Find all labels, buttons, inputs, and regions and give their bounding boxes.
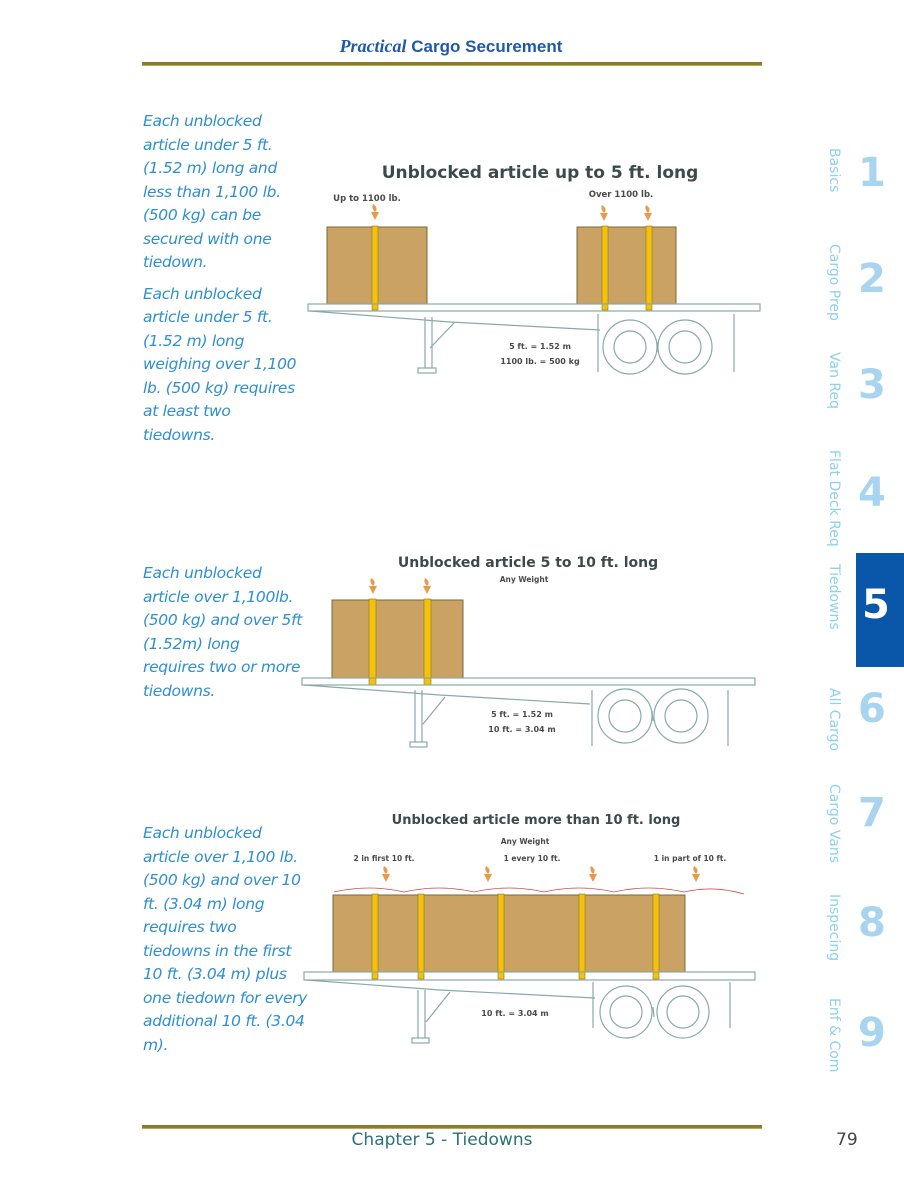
header-title-italic: Practical [339, 36, 407, 56]
section-3-text [143, 822, 308, 1057]
diagram-3-subtitle: Any Weight [500, 837, 550, 846]
diagram-1-label-light: Up to 1100 lb. [333, 194, 401, 204]
footer-chapter-title: Chapter 5 - Tiedowns [351, 1130, 533, 1150]
diagram-2-conversion-2: 10 ft. = 3.04 m [488, 725, 556, 734]
section-1-text [143, 110, 303, 447]
tiedown-strap [646, 226, 652, 310]
section-3-paragraph-1: Each unblocked article over 1,100 lb. (500 kg) and over 10 ft. (3.04 m) long requires two tiedowns in the first 10 ft. (3.04 m) plus one tiedown for every additional 10 ft. (3.04 m). [143, 824, 308, 1054]
diagram-2-conversion-1: 5 ft. = 1.52 m [491, 710, 553, 719]
tiedown-strap [653, 894, 659, 979]
chapter-tab-label: Cargo Prep [826, 244, 842, 321]
chapter-tab-number: 8 [858, 900, 886, 946]
tiedown-strap [498, 894, 504, 979]
header-rule [142, 62, 762, 66]
section-2-text [143, 562, 303, 703]
chapter-tab-label: Tiedowns [826, 564, 842, 630]
flatbed-trailer [304, 972, 755, 1043]
chapter-tab-label: Flat Deck Req [826, 450, 842, 547]
downward-arrow-icon [382, 866, 700, 882]
chapter-tab-label: Basics [826, 148, 842, 193]
chapter-tab-number: 1 [858, 150, 886, 196]
diagram-1-conversion-2: 1100 lb. = 500 kg [500, 357, 580, 366]
chapter-tab-label: Inspecing [826, 894, 842, 962]
diagram-5-to-10ft [300, 540, 770, 760]
tiedown-strap [418, 894, 424, 979]
tiedown-strap [372, 226, 378, 310]
tiedown-strap [369, 599, 376, 685]
chapter-tab-number: 3 [858, 362, 886, 408]
page-header-title [140, 36, 762, 57]
section-1-paragraph-2: Each unblocked article under 5 ft. (1.52 m) long weighing over 1,100 lb. (500 kg) requires at least two tiedowns. [143, 284, 297, 444]
diagram-2-subtitle: Any Weight [499, 575, 549, 584]
diagram-2-title: Unblocked article 5 to 10 ft. long [397, 555, 659, 571]
cargo-box [332, 600, 463, 678]
chapter-tab-label: All Cargo [826, 688, 842, 752]
diagram-3-label-part: 1 in part of 10 ft. [653, 854, 727, 863]
wave-line [334, 888, 744, 894]
chapter-tab-number: 5 [862, 582, 890, 628]
diagram-1-label-heavy: Over 1100 lb. [588, 190, 654, 200]
diagram-3-title: Unblocked article more than 10 ft. long [391, 813, 681, 828]
cargo-box-long [333, 895, 685, 972]
footer-rule [142, 1125, 762, 1129]
chapter-tab-number: 2 [858, 256, 886, 302]
diagram-3-label-first: 2 in first 10 ft. [353, 854, 415, 863]
downward-arrow-icon [369, 578, 431, 594]
chapter-tab-number: 4 [858, 470, 886, 516]
chapter-tab-label: Cargo Vans [826, 784, 842, 864]
diagram-up-to-5ft [300, 150, 780, 390]
header-title-rest: Cargo Securement [406, 37, 563, 56]
tiedown-strap [372, 894, 378, 979]
chapter-tab-number: 9 [858, 1010, 886, 1056]
cargo-box-heavy [577, 227, 676, 304]
diagram-over-10ft [300, 800, 770, 1070]
tiedown-strap [602, 226, 608, 310]
diagram-3-conversion-1: 10 ft. = 3.04 m [481, 1009, 549, 1018]
tiedown-strap [424, 599, 431, 685]
chapter-tab-number: 7 [858, 790, 886, 836]
diagram-3-label-every: 1 every 10 ft. [503, 854, 561, 863]
chapter-tab-label: Van Req [826, 352, 842, 409]
page-number: 79 [836, 1130, 858, 1150]
chapter-tab-label: Enf & Com [826, 998, 842, 1073]
section-1-paragraph-1: Each unblocked article under 5 ft. (1.52 m) long and less than 1,100 lb. (500 kg) can be secured with one tiedown. [143, 112, 281, 271]
chapter-tab-number: 6 [858, 686, 886, 732]
downward-arrow-icon [371, 204, 652, 221]
diagram-1-title: Unblocked article up to 5 ft. long [381, 163, 699, 183]
diagram-1-conversion-1: 5 ft. = 1.52 m [509, 342, 571, 351]
section-2-paragraph-1: Each unblocked article over 1,100lb. (500 kg) and over 5ft (1.52m) long requires two or more tiedowns. [143, 564, 303, 700]
tiedown-strap [579, 894, 585, 979]
